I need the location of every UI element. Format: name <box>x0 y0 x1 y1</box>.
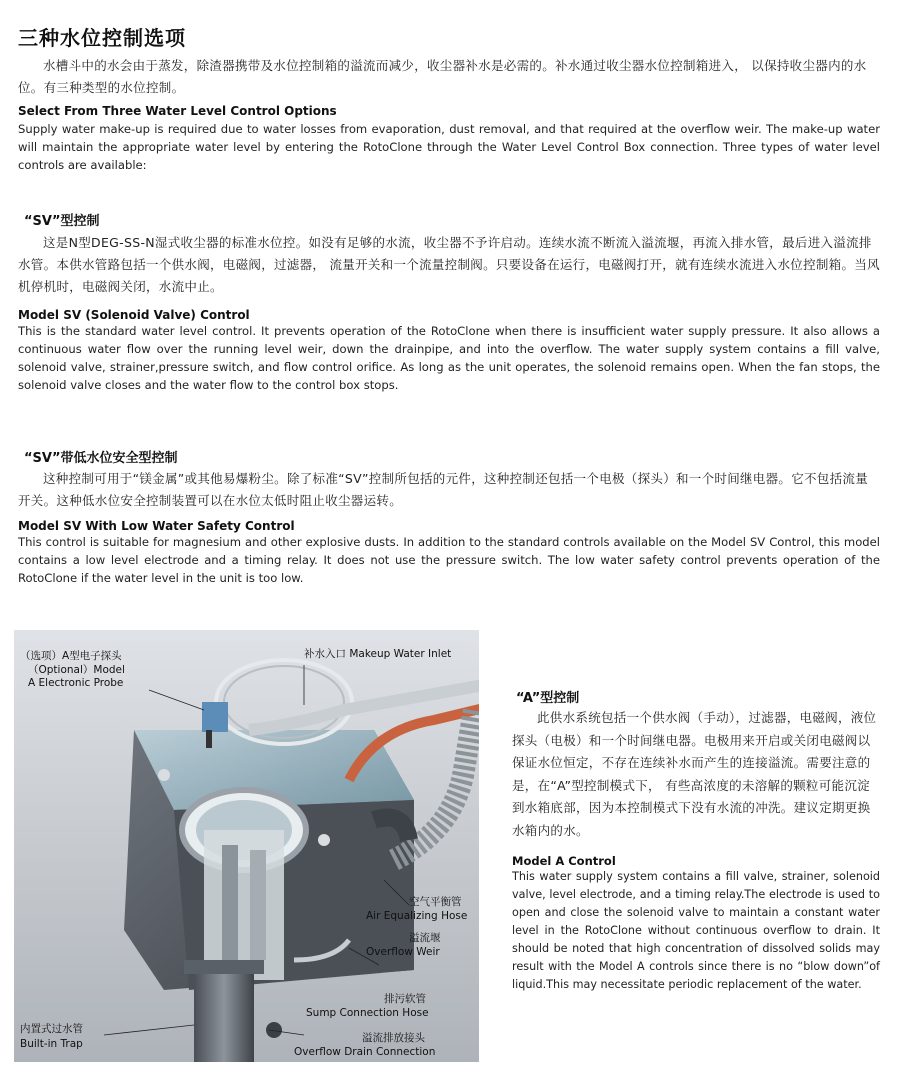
modela-english-text: This water supply system contains a fill valve, strainer, solenoid valve, level electrode, and a timing relay.The electrode is used to open and close the solenoid valve to maintain a constant water level in the RotoClone without continuous overflow to drain. It should be noted that high concentration of dissolved solids may result with the Model A controls since there is no “blow down”of liquid.This may necessitate periodic replacement of the water. <box>512 870 880 991</box>
makeup-inlet-label: 补水入口 Makeup Water Inlet <box>304 648 452 660</box>
intro-chinese-text: 水槽斗中的水会由于蒸发，除渣器携带及水位控制箱的溢流而减少，收尘器补水是必需的。补水通过收尘器水位控制箱进入， 以保持收尘器内的水位。有三种类型的水位控制。 <box>18 58 867 95</box>
drain-label-english: Overflow Drain Connection <box>294 1046 436 1058</box>
weir-label-chinese: 溢流堰 <box>409 932 441 944</box>
sump-label-chinese: 排污软管 <box>384 993 426 1005</box>
sump-label-english: Sump Connection Hose <box>306 1007 429 1019</box>
probe-label-english-1: （Optional）Model <box>28 664 125 676</box>
sv-chinese-text: 这是N型DEG-SS-N湿式收尘器的标准水位控。如没有足够的水流，收尘器不予许启动。连续水流不断流入溢流堰，再流入排水管，最后进入溢流排水管。本供水管路包括一个供水阀，电磁阀，过滤器， 流量开关和一个流量控制阀。只要设备在运行，电磁阀打开，就有连续水流进入水位控制箱。当风机停机时，电磁阀关闭，水流中止。 <box>18 235 880 294</box>
intro-english-text: Supply water make-up is required due to water losses from evaporation, dust removal, and that required at the overflow weir. The make-up water will maintain the appropriate water level by entering the RotoClone through the Water Level Control Box connection. Three types of water level controls are available: <box>18 122 880 172</box>
water-level-control-diagram <box>14 630 479 1062</box>
sv-english-heading: Model SV (Solenoid Valve) Control <box>18 308 250 322</box>
intro-english-heading: Select From Three Water Level Control Options <box>18 104 337 118</box>
modela-english-heading: Model A Control <box>512 854 616 868</box>
sv-english-text: This is the standard water level control. It prevents operation of the RotoClone when there is insufficient water supply pressure. It also allows a continuous water flow over the running level weir, down the drainpipe, and into the overflow. The water supply system contains a fill valve, solenoid valve, strainer,pressure switch, and flow control orifice. As long as the unit operates, the solenoid remains open. When the fan stops, the solenoid valve closes and the water flow to the control box stops. <box>18 324 880 392</box>
page-title: 三种水位控制选项 <box>18 26 186 50</box>
probe-label-english-2: A Electronic Probe <box>28 677 124 689</box>
sv-section-heading: “SV”型控制 <box>24 214 100 229</box>
trap-label-chinese: 内置式过水管 <box>20 1023 83 1035</box>
modela-chinese-text: 此供水系统包括一个供水阀（手动），过滤器，电磁阀，液位探头（电极）和一个时间继电器。电极用来开启或关闭电磁阀以保证水位恒定，不存在连续补水而产生的连接溢流。需要注意的是，在“A”型控制模式下， 有些高浓度的未溶解的颗粒可能沉淀到水箱底部，因为本控制模式下没有水流的冲洗。建议定期更换水箱内的水。 <box>512 710 877 838</box>
trap-label-english: Built-in Trap <box>20 1038 83 1050</box>
svlow-english-heading: Model SV With Low Water Safety Control <box>18 519 295 533</box>
drain-label-chinese: 溢流排放接头 <box>362 1032 425 1044</box>
svlow-english-text: This control is suitable for magnesium and other explosive dusts. In addition to the standard controls available on the Model SV Control, this model contains a low level electrode and a timing relay. It does not use the pressure switch. The low water safety control prevents operation of the RotoClone if the water level in the unit is too low. <box>18 535 880 585</box>
svlow-chinese-text: 这种控制可用于“镁金属”或其他易爆粉尘。除了标准“SV”控制所包括的元件，这种控制还包括一个电极（探头）和一个时间继电器。它不包括流量开关。这种低水位安全控制装置可以在水位太低时阻止收尘器运转。 <box>18 471 868 508</box>
air-hose-label-chinese: 空气平衡管 <box>409 896 462 908</box>
probe-label-chinese: （选项）A型电子探头 <box>20 650 122 662</box>
modela-section-heading: “A”型控制 <box>516 691 580 706</box>
weir-label-english: Overflow Weir <box>366 946 440 958</box>
svlow-section-heading: “SV”带低水位安全型控制 <box>24 451 178 466</box>
air-hose-label-english: Air Equalizing Hose <box>366 910 468 922</box>
